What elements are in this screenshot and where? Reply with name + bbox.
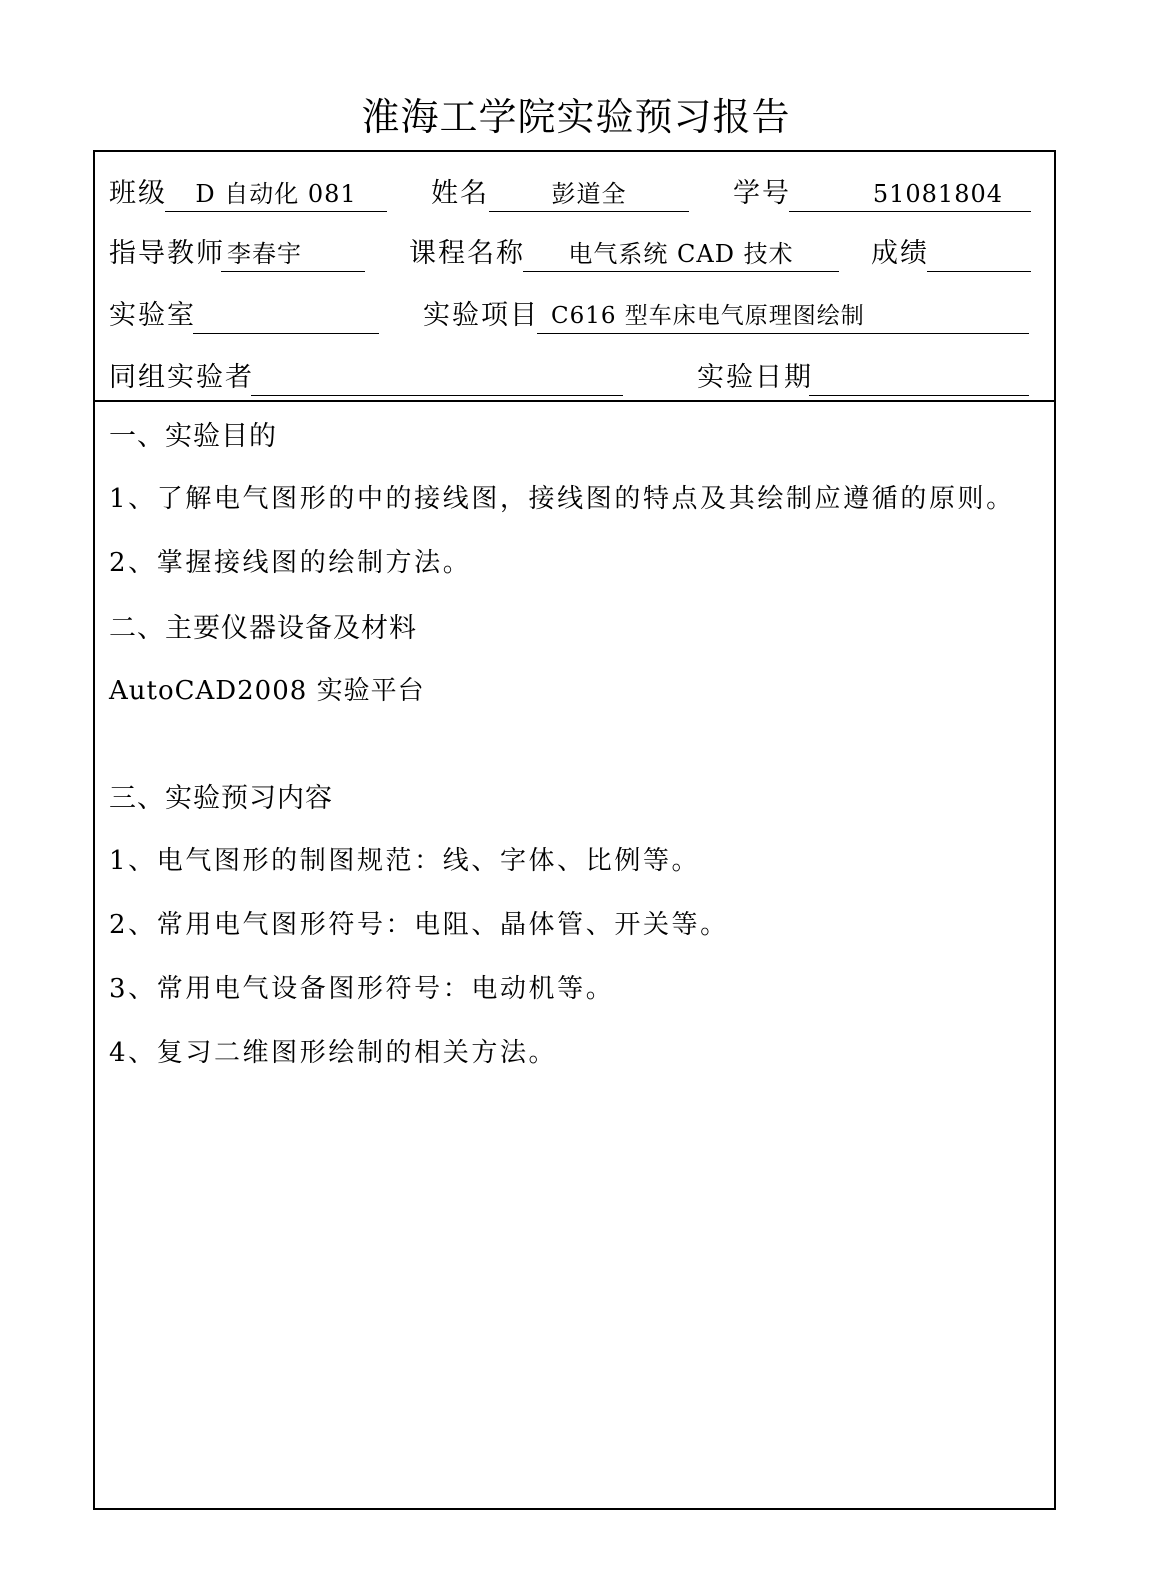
project-value: C616 型车床电气原理图绘制 bbox=[537, 298, 1029, 334]
class-field bbox=[109, 172, 389, 216]
name-field bbox=[431, 172, 691, 216]
preview-item-3: 3、常用电气设备图形符号：电动机等。 bbox=[109, 974, 615, 1004]
lab-room-label: 实验室 bbox=[109, 300, 196, 331]
report-frame bbox=[93, 150, 1056, 1510]
preview-item-4: 4、复习二维图形绘制的相关方法。 bbox=[109, 1038, 558, 1068]
course-value: 电气系统 CAD 技术 bbox=[523, 236, 839, 272]
equipment-item-1: AutoCAD2008 实验平台 bbox=[109, 676, 425, 706]
class-label: 班级 bbox=[109, 178, 167, 209]
preview-item-1: 1、电气图形的制图规范：线、字体、比例等。 bbox=[109, 846, 701, 876]
lab-room-field bbox=[109, 294, 384, 338]
teacher-value: 李春宇 bbox=[221, 236, 365, 272]
purpose-item-1: 1、了解电气图形的中的接线图，接线图的特点及其绘制应遵循的原则。 bbox=[109, 484, 1015, 514]
header-row-1 bbox=[109, 172, 1042, 216]
preview-item-2: 2、常用电气图形符号：电阻、晶体管、开关等。 bbox=[109, 910, 729, 940]
teacher-field bbox=[109, 232, 369, 276]
teacher-label: 指导教师 bbox=[109, 238, 225, 269]
name-value: 彭道全 bbox=[489, 176, 689, 212]
course-field bbox=[409, 232, 849, 276]
group-members-label: 同组实验者 bbox=[109, 362, 254, 393]
header-row-3 bbox=[109, 294, 1042, 338]
project-field bbox=[423, 294, 1045, 338]
date-label: 实验日期 bbox=[697, 362, 813, 393]
grade-field bbox=[871, 232, 1045, 276]
class-value: D 自动化 081 bbox=[165, 176, 387, 212]
date-field bbox=[697, 356, 1045, 400]
student-id-value: 51081804 bbox=[789, 176, 1031, 212]
project-label: 实验项目 bbox=[423, 300, 539, 331]
section-heading-equipment: 二、主要仪器设备及材料 bbox=[109, 613, 417, 644]
document-title: 淮海工学院实验预习报告 bbox=[361, 95, 791, 139]
grade-value bbox=[927, 236, 1031, 272]
grade-label: 成绩 bbox=[871, 238, 929, 269]
student-id-field bbox=[733, 172, 1045, 216]
date-value bbox=[809, 360, 1029, 396]
section-heading-preview: 三、实验预习内容 bbox=[109, 783, 333, 814]
header-row-2 bbox=[109, 232, 1042, 276]
info-header bbox=[95, 152, 1054, 402]
course-label: 课程名称 bbox=[409, 238, 525, 269]
section-heading-purpose: 一、实验目的 bbox=[109, 421, 277, 452]
purpose-item-2: 2、掌握接线图的绘制方法。 bbox=[109, 548, 472, 578]
group-members-field bbox=[109, 356, 629, 400]
name-label: 姓名 bbox=[431, 178, 489, 209]
header-row-4 bbox=[109, 356, 1042, 400]
group-members-value bbox=[251, 360, 623, 396]
lab-room-value bbox=[193, 298, 379, 334]
student-id-label: 学号 bbox=[733, 178, 791, 209]
